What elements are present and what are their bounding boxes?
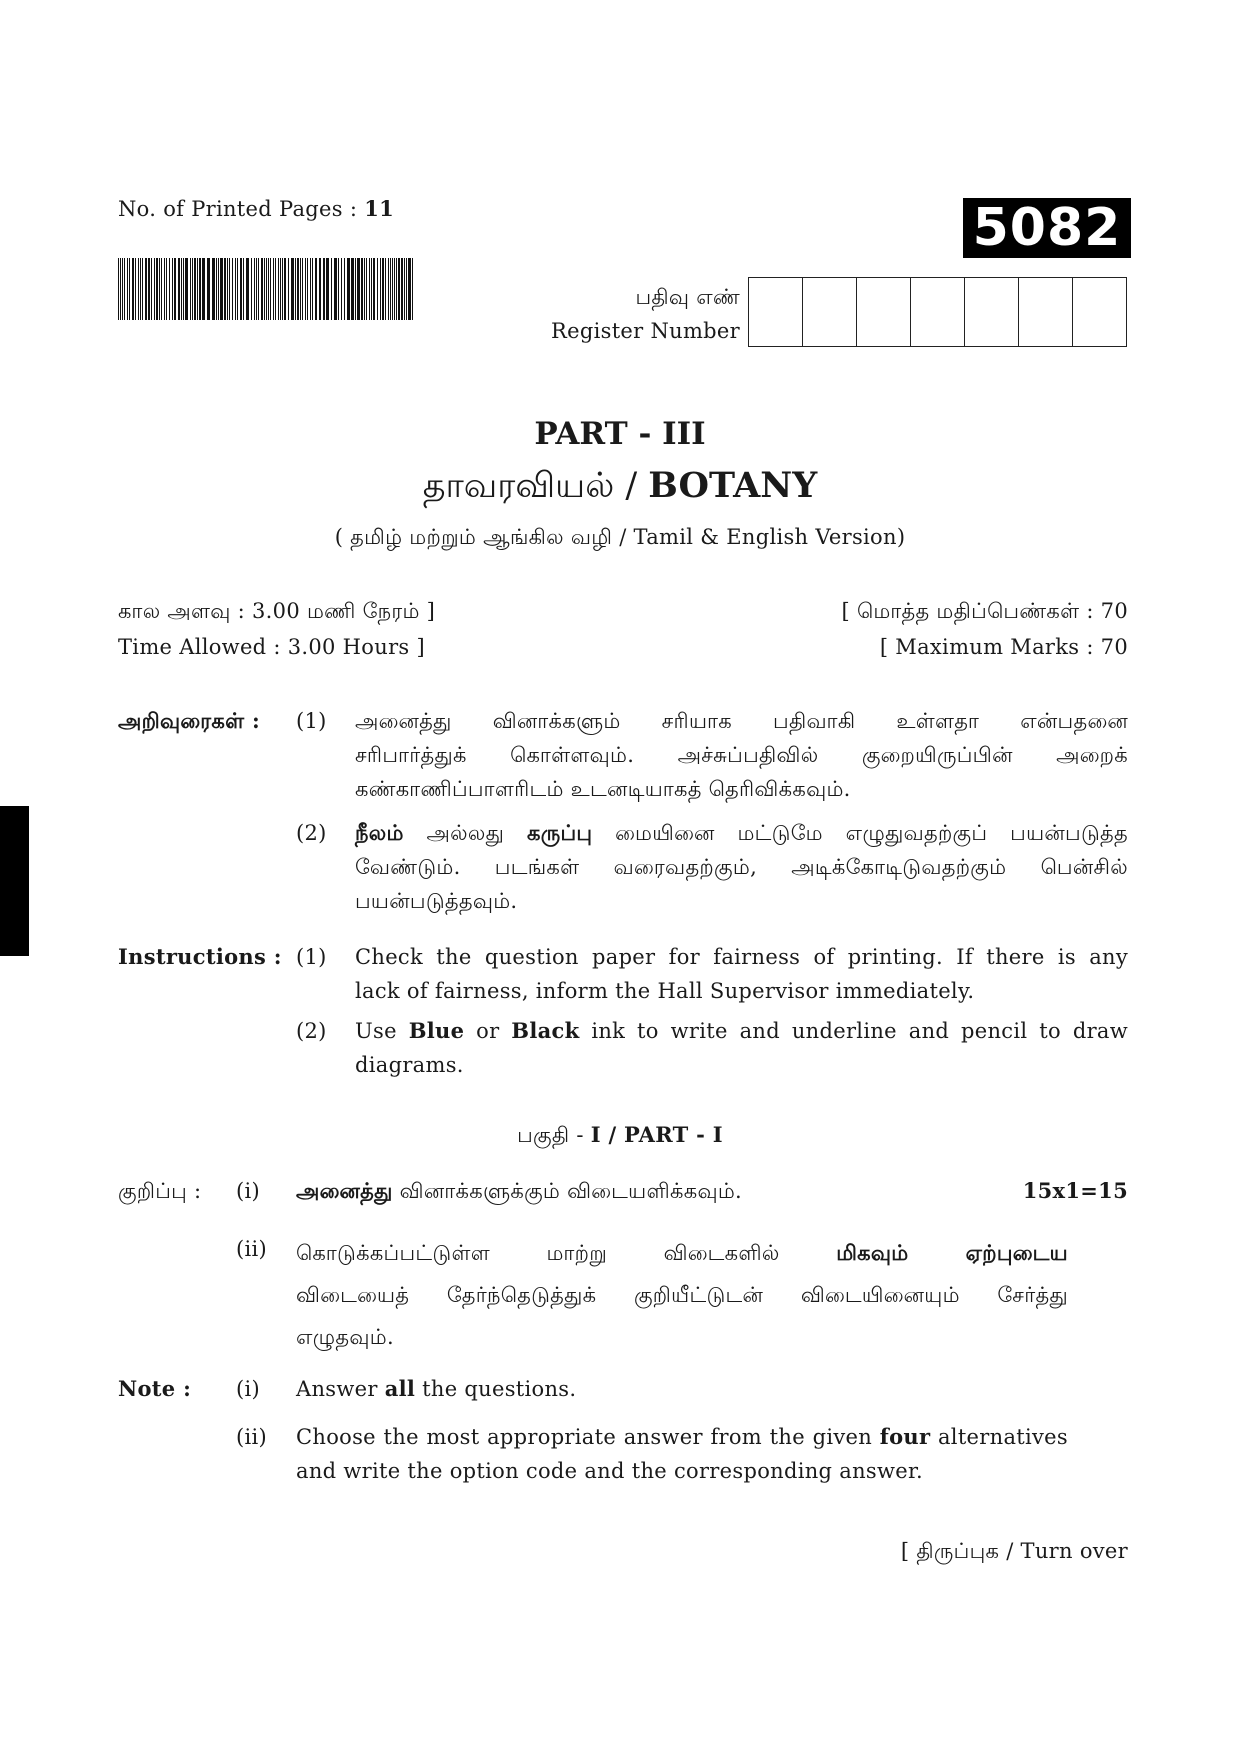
register-digit-box[interactable]	[803, 278, 857, 346]
instruction-ta-2-num: (2)	[296, 821, 327, 845]
note-ta-ii-num: (ii)	[236, 1237, 268, 1261]
note-en-label: Note :	[118, 1376, 192, 1401]
margin-marker	[0, 806, 29, 956]
register-number-label: பதிவு எண் Register Number	[551, 285, 740, 343]
instruction-ta-1-num: (1)	[296, 709, 327, 733]
printed-pages-value: 11	[364, 196, 395, 221]
section-score: 15x1=15	[1022, 1178, 1128, 1203]
note-ta-ii-text: கொடுக்கப்பட்டுள்ள மாற்று விடைகளில் மிகவும் ஏற்புடைய விடையைத் தேர்ந்தெடுத்துக் குறியீட்டுடன் விடையினையும் சேர்த்து எழுதவும்.	[296, 1240, 1068, 1349]
note-en-i-text: Answer all the questions.	[296, 1376, 577, 1401]
instruction-ta-1-text: அனைத்து வினாக்களும் சரியாக பதிவாகி உள்ளதா என்பதனை சரிபார்த்துக் கொள்ளவும். அச்சுப்பதிவில் குறையிருப்பின் அறைக் கண்காணிப்பாளரிடம் உடனடியாகத் தெரிவிக்கவும்.	[355, 709, 1128, 801]
part-heading: PART - III	[534, 416, 706, 452]
note-en-ii-text: Choose the most appropriate answer from the given four alternatives and write the option code and the corresponding answer.	[296, 1424, 1068, 1483]
maximum-marks-en: [ Maximum Marks : 70	[879, 635, 1128, 659]
instruction-en-2-num: (2)	[296, 1019, 327, 1043]
maximum-marks-ta: [ மொத்த மதிப்பெண்கள் : 70	[841, 599, 1128, 623]
time-allowed-ta: கால அளவு : 3.00 மணி நேரம் ]	[118, 599, 436, 623]
note-ta-i-text: அனைத்து வினாக்களுக்கும் விடையளிக்கவும்.	[296, 1178, 743, 1203]
section-title: பகுதி - I / PART - I	[517, 1122, 723, 1147]
instruction-en-2-text: Use Blue or Black ink to write and underline and pencil to draw diagrams.	[355, 1018, 1129, 1077]
register-number-boxes[interactable]	[748, 277, 1127, 347]
register-digit-box[interactable]	[911, 278, 965, 346]
note-ta-label: குறிப்பு :	[118, 1179, 202, 1203]
note-en-ii-num: (ii)	[236, 1425, 268, 1449]
register-digit-box[interactable]	[965, 278, 1019, 346]
barcode-icon	[118, 258, 416, 320]
printed-pages-count: No. of Printed Pages : 11	[118, 196, 395, 221]
register-digit-box[interactable]	[857, 278, 911, 346]
instructions-ta-label: அறிவுரைகள் :	[118, 708, 261, 733]
instruction-ta-2-text: நீலம் அல்லது கருப்பு மையினை மட்டுமே எழுதுவதற்குப் பயன்படுத்த வேண்டும். படங்கள் வரைவதற்கும், அடிக்கோடிடுவதற்கும் பென்சில் பயன்படுத்தவும்.	[355, 820, 1128, 913]
subject-title: தாவரவியல் / BOTANY	[422, 465, 818, 506]
version-line: ( தமிழ் மற்றும் ஆங்கில வழி / Tamil & English Version)	[334, 525, 906, 549]
note-ta-i-num: (i)	[236, 1179, 261, 1203]
register-digit-box[interactable]	[1019, 278, 1073, 346]
time-allowed-en: Time Allowed : 3.00 Hours ]	[118, 635, 425, 659]
instruction-en-1-text: Check the question paper for fairness of printing. If there is any lack of fairness, inform the Hall Supervisor immediately.	[355, 945, 1128, 1003]
turn-over-note: [ திருப்புக / Turn over	[900, 1539, 1128, 1563]
register-digit-box[interactable]	[749, 278, 803, 346]
instructions-en-label: Instructions :	[118, 944, 282, 969]
paper-code-badge: 5082	[963, 198, 1131, 258]
note-en-i-num: (i)	[236, 1377, 261, 1401]
instruction-en-1-num: (1)	[296, 945, 327, 969]
register-digit-box[interactable]	[1073, 278, 1126, 346]
